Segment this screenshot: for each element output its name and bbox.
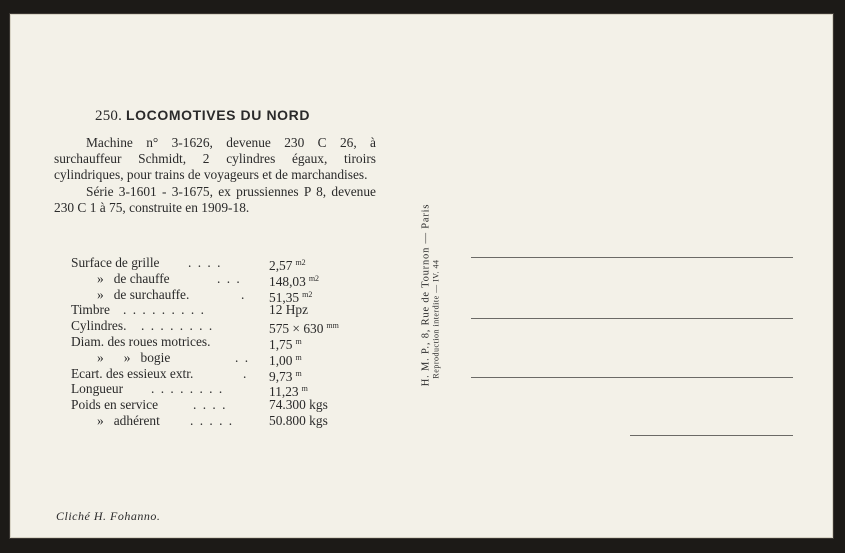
spec-label: Surface de grille <box>71 255 160 270</box>
dot-leader: . . . . <box>193 397 227 413</box>
dot-leader: . <box>241 286 246 302</box>
spec-value: 148,03 <box>269 273 306 289</box>
spec-unit: m2 <box>295 258 306 267</box>
spec-unit: mm <box>326 321 339 331</box>
spec-row <box>71 287 401 303</box>
spec-label: Ecart. des essieux extr. <box>71 365 194 381</box>
spec-unit: m <box>295 336 302 346</box>
description <box>54 135 376 216</box>
address-line <box>630 435 793 436</box>
spec-row <box>71 397 401 413</box>
dot-leader: . . . . <box>188 255 222 270</box>
spec-row <box>71 366 401 382</box>
spec-row <box>71 302 401 318</box>
spec-row <box>71 381 401 400</box>
spec-value: 74.300 kgs <box>269 397 328 413</box>
dot-leader: . . <box>235 349 250 365</box>
dot-leader: . . . <box>217 270 242 286</box>
spec-row <box>71 334 401 350</box>
spec-row <box>71 318 401 337</box>
address-line <box>471 257 793 258</box>
card-heading: LOCOMOTIVES DU NORD <box>126 107 311 123</box>
dot-leader: . . . . . . . . <box>141 318 214 334</box>
postcard-back <box>10 14 833 538</box>
spec-value: 12 Hpz <box>269 302 309 318</box>
spec-label: Timbre <box>71 302 110 318</box>
spec-row <box>71 255 401 271</box>
spec-label: » » bogie <box>97 349 171 365</box>
spec-row <box>71 413 401 429</box>
dot-leader: . . . . . . . . <box>151 381 224 397</box>
spec-row <box>71 271 401 287</box>
spec-value: 51,35 <box>269 289 300 305</box>
dot-leader: . . . . . <box>190 412 234 428</box>
card-number: 250. <box>95 108 123 124</box>
card-title <box>95 107 310 125</box>
dot-leader: . <box>243 365 248 381</box>
spec-value: 575 × 630 <box>269 321 324 337</box>
description-paragraph-1: Machine n° 3-1626, devenue 230 C 26, à surchauffeur Schmidt, 2 cylindres égaux, tiroirs cylindriques, pour trains de voyageurs et de marchandises. <box>54 135 376 183</box>
spec-unit: m <box>295 368 302 378</box>
address-line <box>471 377 793 378</box>
spec-label: Cylindres. <box>71 318 127 334</box>
spec-value: 2,57 <box>269 258 293 273</box>
spec-value: 1,75 <box>269 336 293 352</box>
address-line <box>471 318 793 319</box>
spec-label: » adhérent <box>97 412 160 428</box>
spec-label: » de surchauffe. <box>97 286 190 302</box>
photo-credit: Cliché H. Fohanno. <box>56 509 161 523</box>
spec-unit: m2 <box>302 289 313 299</box>
spec-value: 1,00 <box>269 352 293 368</box>
spec-unit: m <box>301 384 308 394</box>
spec-unit: m2 <box>308 273 320 283</box>
reproduction-notice: Reproduction interdite — IV. 44 <box>431 259 441 379</box>
spec-value: 9,73 <box>269 368 293 384</box>
description-paragraph-2: Série 3-1601 - 3-1675, ex prussiennes P 8, devenue 230 C 1 à 75, construite en 1909-18. <box>54 183 376 215</box>
spec-value: 50.800 kgs <box>269 412 328 428</box>
spec-row <box>71 350 401 366</box>
spec-label: Longueur <box>71 381 124 397</box>
publisher-imprint: H. M. P., 8, Rue de Tournon — Paris <box>420 203 432 387</box>
spec-label: Diam. des roues motrices. <box>71 333 211 349</box>
spec-table <box>71 255 401 429</box>
spec-unit: m <box>295 352 302 362</box>
spec-label: Poids en service <box>71 397 159 413</box>
dot-leader: . . . . . . . . . <box>123 302 206 318</box>
spec-value: 11,23 <box>269 384 299 400</box>
spec-label: » de chauffe <box>97 270 170 286</box>
